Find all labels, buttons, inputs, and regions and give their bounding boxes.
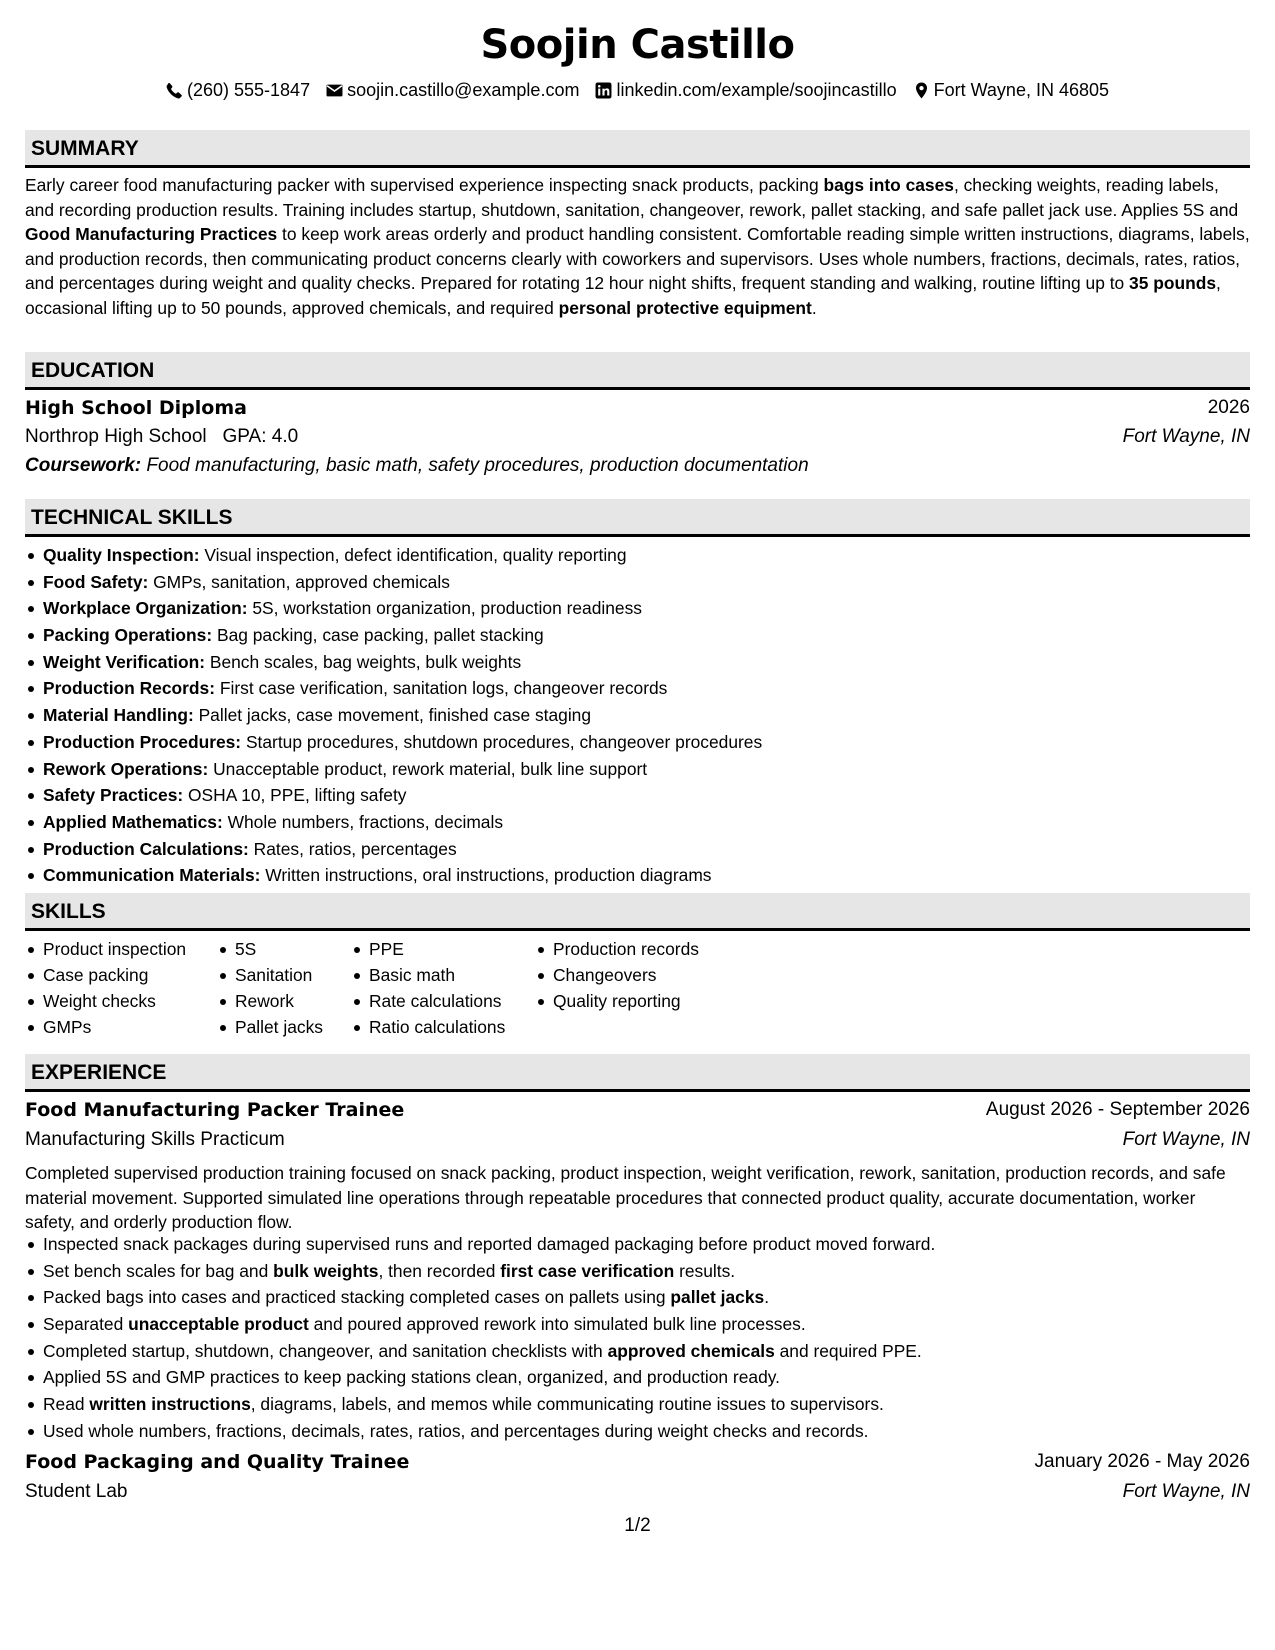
list-item: GMPs [25,1014,186,1040]
gpa: GPA: 4.0 [222,426,299,447]
contact-location [913,80,1109,101]
summary-bold-2: Good Manufacturing Practices [25,224,278,244]
job-dates: August 2026 - September 2026 [985,1099,1250,1120]
list-item: Material Handling: Pallet jacks, case movement, finished case staging [25,702,1250,729]
summary-text-5: . [811,297,817,318]
skills-column-1 [25,936,186,1040]
contact-line [25,80,1250,101]
education-school-row [25,426,1250,448]
job-2-org-row [25,1481,1250,1503]
skills-column-3 [351,936,505,1040]
list-item: Changeovers [535,962,699,988]
skills-section-header [25,893,1250,931]
candidate-name: Soojin Castillo [480,22,795,68]
education-section-header [25,352,1250,390]
coursework-label: Coursework: [25,455,142,476]
technical-skills-heading: TECHNICAL SKILLS [31,506,233,529]
list-item: Case packing [25,962,186,988]
summary-text-3: to keep work areas orderly and product handling consistent. Comfortable reading simple written instructions, diagrams, labels, and production records, then communicating product concerns clearly with coworkers and supervisors. Uses whole numbers, fractions, decimals, rates, ratios, and percentages during weight and quality checks. Prepared for rotating 12 hour night shifts, frequent standing and walking, routine lifting up to [25,224,1250,293]
summary-paragraph [25,173,1250,320]
experience-section-header [25,1054,1250,1092]
envelope-icon [326,82,343,99]
technical-skills-section-header [25,499,1250,537]
list-item: Production Records: First case verification, sanitation logs, changeover records [25,675,1250,702]
list-item: Packed bags into cases and practiced stacking completed cases on pallets using pallet jacks. [25,1284,1250,1311]
job-title: Food Packaging and Quality Trainee [25,1451,410,1473]
degree-title: High School Diploma [25,397,247,419]
list-item: Workplace Organization: 5S, workstation organization, production readiness [25,595,1250,622]
email-text: soojin.castillo@example.com [347,80,580,100]
summary-section-header [25,130,1250,168]
school-info [25,426,298,448]
list-item: Sanitation [217,962,323,988]
list-item: Applied 5S and GMP practices to keep packing stations clean, organized, and production ready. [25,1364,1250,1391]
job-org: Student Lab [25,1481,128,1502]
list-item: Completed startup, shutdown, changeover, and sanitation checklists with approved chemicals and required PPE. [25,1338,1250,1365]
list-item: 5S [217,936,323,962]
phone-text: (260) 555-1847 [186,80,311,100]
list-item: PPE [351,936,505,962]
skills-heading: SKILLS [31,900,106,923]
job-2-title-row [25,1451,1250,1473]
summary-bold-1: bags into cases [823,175,954,195]
list-item: Rework Operations: Unacceptable product, rework material, bulk line support [25,756,1250,783]
list-item: Production Procedures: Startup procedures, shutdown procedures, changeover procedures [25,729,1250,756]
list-item: Set bench scales for bag and bulk weights, then recorded first case verification results. [25,1258,1250,1285]
linkedin-icon [595,82,612,99]
list-item: Production Calculations: Rates, ratios, percentages [25,836,1250,863]
list-item: Rate calculations [351,988,505,1014]
list-item: Basic math [351,962,505,988]
job-1-bullets [25,1231,1250,1445]
list-item: Communication Materials: Written instructions, oral instructions, production diagrams [25,862,1250,889]
job-title: Food Manufacturing Packer Trainee [25,1099,405,1121]
list-item: Product inspection [25,936,186,962]
experience-heading: EXPERIENCE [31,1061,167,1084]
school-name: Northrop High School [25,426,207,447]
education-degree-row [25,397,1250,419]
list-item: Used whole numbers, fractions, decimals, rates, ratios, and percentages during weight checks and records. [25,1418,1250,1445]
summary-bold-3: 35 pounds [1129,273,1217,293]
list-item: Production records [535,936,699,962]
phone-icon [166,82,183,99]
map-pin-icon [913,82,930,99]
location-text: Fort Wayne, IN 46805 [933,80,1110,100]
contact-phone [166,80,310,101]
education-heading: EDUCATION [31,359,155,382]
summary-text-4: , occasional lifting up to 50 pounds, approved chemicals, and required [25,273,1221,318]
linkedin-text: linkedin.com/example/soojincastillo [616,80,897,100]
page-number: 1/2 [624,1515,651,1536]
job-location: Fort Wayne, IN [1122,1481,1250,1502]
contact-email[interactable] [326,80,579,101]
summary-text-2: , checking weights, reading labels, and recording production results. Training includes startup, shutdown, sanitation, changeover, rework, pallet stacking, and safe pallet jack use. Applies 5S and [25,175,1239,220]
job-org: Manufacturing Skills Practicum [25,1129,285,1150]
coursework-row [25,455,1250,477]
list-item: Applied Mathematics: Whole numbers, fractions, decimals [25,809,1250,836]
list-item: Inspected snack packages during supervised runs and reported damaged packaging before product moved forward. [25,1231,1250,1258]
list-item: Rework [217,988,323,1014]
skills-column-4 [535,936,699,1014]
list-item: Food Safety: GMPs, sanitation, approved chemicals [25,569,1250,596]
list-item: Ratio calculations [351,1014,505,1040]
degree-year: 2026 [1207,397,1250,418]
coursework-text: Food manufacturing, basic math, safety procedures, production documentation [146,455,809,476]
job-location: Fort Wayne, IN [1122,1129,1250,1150]
summary-heading: SUMMARY [31,137,139,160]
skills-column-2 [217,936,323,1040]
list-item: Weight Verification: Bench scales, bag weights, bulk weights [25,649,1250,676]
school-location: Fort Wayne, IN [1122,426,1250,447]
list-item: Separated unacceptable product and poured approved rework into simulated bulk line processes. [25,1311,1250,1338]
list-item: Pallet jacks [217,1014,323,1040]
contact-linkedin[interactable] [595,80,896,101]
list-item: Quality reporting [535,988,699,1014]
technical-skills-list [25,542,1250,889]
job-1-title-row [25,1099,1250,1121]
job-dates: January 2026 - May 2026 [1034,1451,1250,1472]
job-1-description: Completed supervised production training focused on snack packing, product inspection, weight verification, rework, sanitation, production records, and safe material movement. Supported simulated line operations through repeatable procedures that connected product quality, accurate documentation, worker safety, and orderly production flow. [25,1163,1226,1232]
summary-bold-4: personal protective equipment [558,297,812,318]
job-1-org-row [25,1129,1250,1151]
list-item: Weight checks [25,988,186,1014]
list-item: Packing Operations: Bag packing, case packing, pallet stacking [25,622,1250,649]
list-item: Safety Practices: OSHA 10, PPE, lifting safety [25,782,1250,809]
list-item: Read written instructions, diagrams, labels, and memos while communicating routine issues to supervisors. [25,1391,1250,1418]
list-item: Quality Inspection: Visual inspection, defect identification, quality reporting [25,542,1250,569]
summary-text-1: Early career food manufacturing packer with supervised experience inspecting snack products, packing [25,175,824,195]
